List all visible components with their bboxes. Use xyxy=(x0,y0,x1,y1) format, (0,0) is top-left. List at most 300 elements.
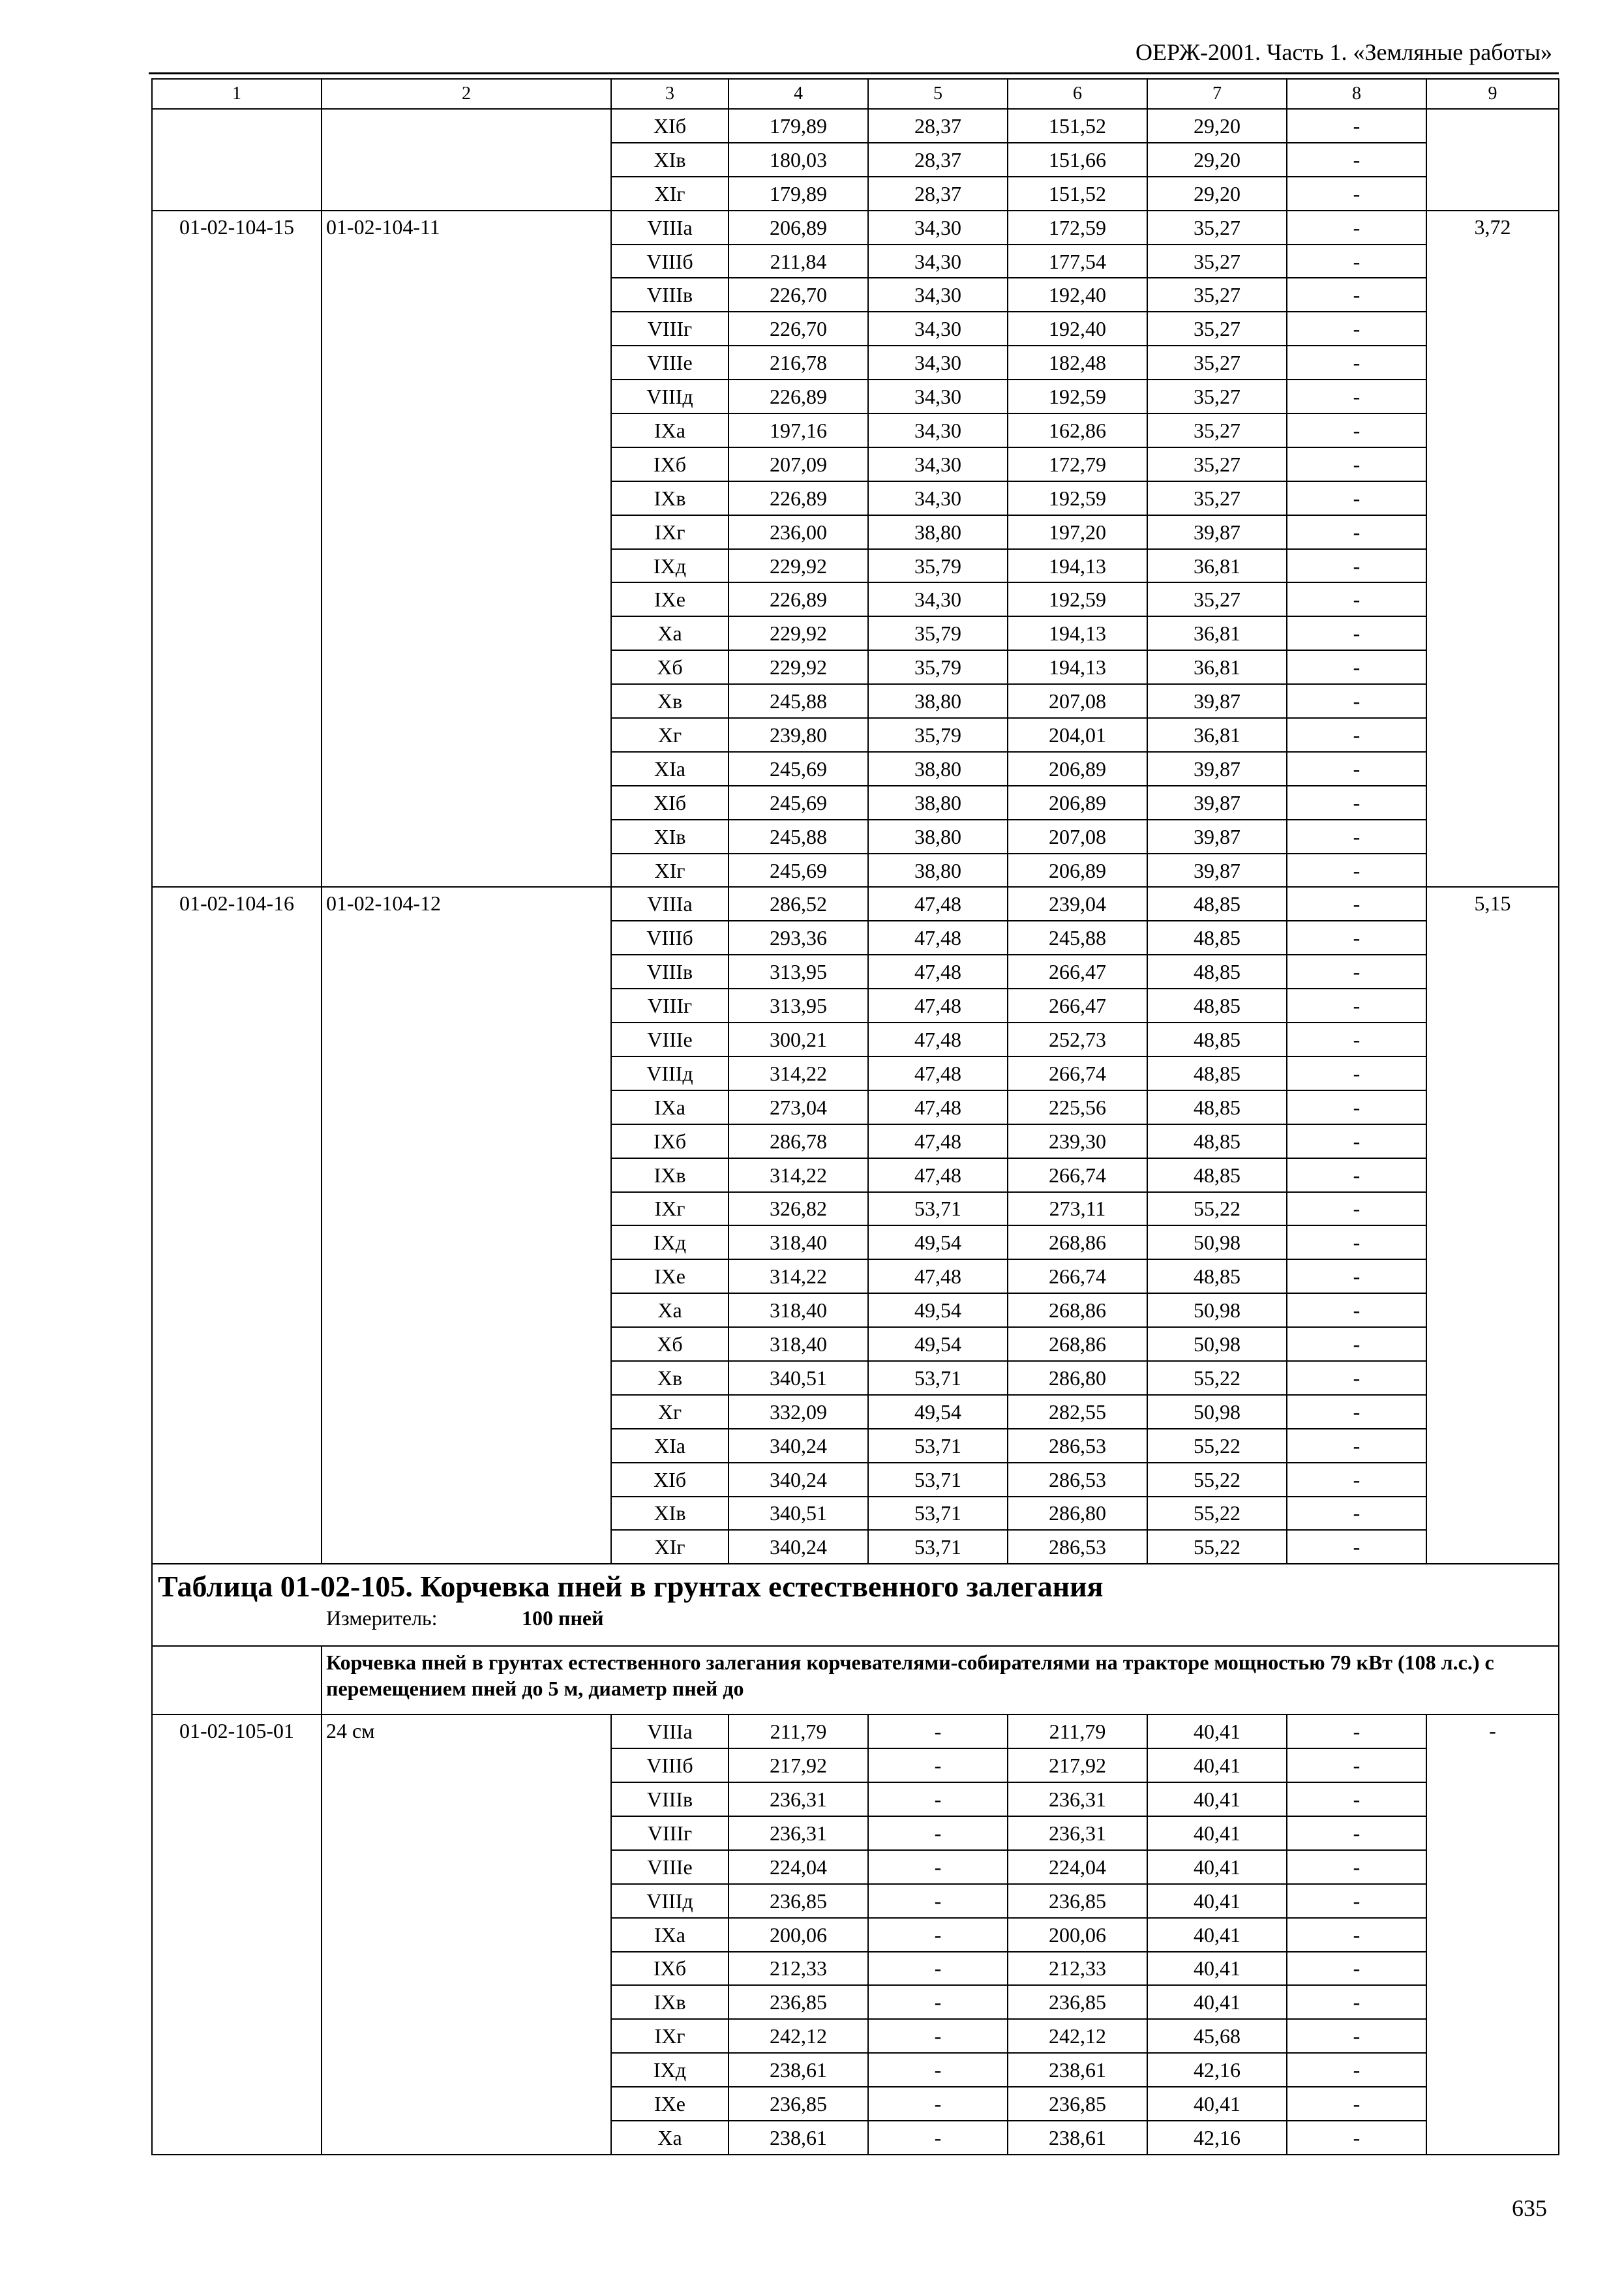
machinist-wages: 50,98 xyxy=(1147,1293,1287,1327)
machine-costs: 192,59 xyxy=(1008,380,1147,413)
machinist-wages: 40,41 xyxy=(1147,1952,1287,1986)
materials: - xyxy=(1287,2019,1426,2053)
column-number-row xyxy=(152,79,1559,109)
materials: - xyxy=(1287,820,1426,854)
materials: - xyxy=(1287,549,1426,583)
table-row xyxy=(152,211,1559,245)
materials: - xyxy=(1287,684,1426,718)
machinist-wages: 40,41 xyxy=(1147,1850,1287,1884)
direct-costs: 286,78 xyxy=(729,1124,868,1158)
machinist-wages: 48,85 xyxy=(1147,989,1287,1023)
machinist-wages: 48,85 xyxy=(1147,1158,1287,1192)
rate-name-cell xyxy=(322,109,611,211)
direct-costs: 340,24 xyxy=(729,1530,868,1564)
materials: - xyxy=(1287,413,1426,447)
machine-costs: 204,01 xyxy=(1008,718,1147,752)
materials: - xyxy=(1287,1056,1426,1090)
column-number: 1 xyxy=(152,79,322,109)
labor-wages: - xyxy=(868,2121,1008,2155)
machinist-wages: 55,22 xyxy=(1147,1192,1287,1226)
direct-costs: 313,95 xyxy=(729,955,868,989)
column-number: 9 xyxy=(1426,79,1559,109)
machinist-wages: 39,87 xyxy=(1147,854,1287,888)
direct-costs: 236,31 xyxy=(729,1816,868,1850)
direct-costs: 314,22 xyxy=(729,1259,868,1293)
soil-category: VIIIа xyxy=(611,211,729,245)
labor-wages: 47,48 xyxy=(868,1023,1008,1056)
soil-category: IXд xyxy=(611,549,729,583)
machine-costs: 268,86 xyxy=(1008,1225,1147,1259)
materials: - xyxy=(1287,786,1426,820)
direct-costs: 313,95 xyxy=(729,989,868,1023)
machinist-wages: 48,85 xyxy=(1147,1124,1287,1158)
direct-costs: 236,00 xyxy=(729,515,868,549)
machinist-wages: 55,22 xyxy=(1147,1361,1287,1395)
machinist-wages: 48,85 xyxy=(1147,1023,1287,1056)
table-title-cell xyxy=(152,1564,1559,1646)
soil-category: VIIIб xyxy=(611,921,729,955)
direct-costs: 245,69 xyxy=(729,786,868,820)
labor-wages: - xyxy=(868,1985,1008,2019)
soil-category: IXг xyxy=(611,515,729,549)
labor-wages: 34,30 xyxy=(868,380,1008,413)
soil-category: Xа xyxy=(611,616,729,650)
labor-wages: 53,71 xyxy=(868,1429,1008,1463)
machinist-wages: 40,41 xyxy=(1147,1816,1287,1850)
materials: - xyxy=(1287,1192,1426,1226)
machine-costs: 286,53 xyxy=(1008,1429,1147,1463)
machinist-wages: 50,98 xyxy=(1147,1395,1287,1429)
machinist-wages: 36,81 xyxy=(1147,616,1287,650)
materials: - xyxy=(1287,1918,1426,1952)
materials: - xyxy=(1287,1463,1426,1497)
rate-name: 01-02-104-11 xyxy=(322,211,611,888)
labor-wages: - xyxy=(868,2087,1008,2121)
machine-costs: 238,61 xyxy=(1008,2121,1147,2155)
labor-wages: 53,71 xyxy=(868,1361,1008,1395)
materials: - xyxy=(1287,481,1426,515)
machinist-wages: 40,41 xyxy=(1147,1918,1287,1952)
materials: - xyxy=(1287,1225,1426,1259)
column-number: 2 xyxy=(322,79,611,109)
machinist-wages: 35,27 xyxy=(1147,413,1287,447)
soil-category: IXг xyxy=(611,1192,729,1226)
machinist-wages: 35,27 xyxy=(1147,447,1287,481)
materials: - xyxy=(1287,380,1426,413)
soil-category: XIб xyxy=(611,1463,729,1497)
direct-costs: 332,09 xyxy=(729,1395,868,1429)
labor-wages: 53,71 xyxy=(868,1530,1008,1564)
soil-category: IXв xyxy=(611,1985,729,2019)
machinist-wages: 48,85 xyxy=(1147,921,1287,955)
direct-costs: 226,70 xyxy=(729,312,868,346)
labor-wages: - xyxy=(868,1952,1008,1986)
soil-category: VIIIе xyxy=(611,346,729,380)
labor-wages: 35,79 xyxy=(868,616,1008,650)
machinist-wages: 42,16 xyxy=(1147,2121,1287,2155)
machine-costs: 212,33 xyxy=(1008,1952,1147,1986)
table-description: Корчевка пней в грунтах естественного залегания корчевателями-собирателями на тракторе мощностью 79 кВт (108 л.с.) с перемещением пней до 5 м, диаметр пней до xyxy=(322,1646,1559,1714)
direct-costs: 326,82 xyxy=(729,1192,868,1226)
machine-costs: 151,52 xyxy=(1008,109,1147,143)
direct-costs: 300,21 xyxy=(729,1023,868,1056)
labor-wages: 47,48 xyxy=(868,1259,1008,1293)
direct-costs: 217,92 xyxy=(729,1748,868,1782)
materials: - xyxy=(1287,2087,1426,2121)
measure-label: Измеритель: xyxy=(326,1606,438,1630)
rate-name: 01-02-104-12 xyxy=(322,887,611,1564)
soil-category: VIIIа xyxy=(611,887,729,921)
direct-costs: 226,70 xyxy=(729,278,868,312)
column-number: 8 xyxy=(1287,79,1426,109)
materials: - xyxy=(1287,2121,1426,2155)
labor-wages: 35,79 xyxy=(868,650,1008,684)
machinist-wages: 40,41 xyxy=(1147,1985,1287,2019)
table-row xyxy=(152,109,1559,143)
machine-costs: 236,85 xyxy=(1008,1985,1147,2019)
machinist-wages: 29,20 xyxy=(1147,109,1287,143)
machinist-wages: 36,81 xyxy=(1147,718,1287,752)
direct-costs: 236,85 xyxy=(729,1884,868,1918)
machine-costs: 268,86 xyxy=(1008,1293,1147,1327)
direct-costs: 236,31 xyxy=(729,1782,868,1816)
direct-costs: 212,33 xyxy=(729,1952,868,1986)
labor-wages: - xyxy=(868,1816,1008,1850)
machine-costs: 151,52 xyxy=(1008,177,1147,211)
soil-category: Xб xyxy=(611,1327,729,1361)
materials: - xyxy=(1287,278,1426,312)
column-9-value: 5,15 xyxy=(1426,887,1559,1564)
materials: - xyxy=(1287,1429,1426,1463)
materials: - xyxy=(1287,109,1426,143)
direct-costs: 273,04 xyxy=(729,1090,868,1124)
machinist-wages: 35,27 xyxy=(1147,211,1287,245)
direct-costs: 314,22 xyxy=(729,1056,868,1090)
column-9-cell xyxy=(1426,109,1559,211)
machinist-wages: 35,27 xyxy=(1147,312,1287,346)
soil-category: VIIIд xyxy=(611,1056,729,1090)
machine-costs: 211,79 xyxy=(1008,1714,1147,1748)
soil-category: Xв xyxy=(611,684,729,718)
soil-category: VIIIг xyxy=(611,312,729,346)
soil-category: XIг xyxy=(611,854,729,888)
measure-value: 100 пней xyxy=(522,1606,604,1630)
machine-costs: 200,06 xyxy=(1008,1918,1147,1952)
machinist-wages: 39,87 xyxy=(1147,820,1287,854)
direct-costs: 318,40 xyxy=(729,1293,868,1327)
machine-costs: 151,66 xyxy=(1008,143,1147,177)
table-row xyxy=(152,887,1559,921)
labor-wages: - xyxy=(868,1850,1008,1884)
materials: - xyxy=(1287,1124,1426,1158)
machinist-wages: 39,87 xyxy=(1147,684,1287,718)
machine-costs: 172,79 xyxy=(1008,447,1147,481)
materials: - xyxy=(1287,1497,1426,1531)
materials: - xyxy=(1287,1395,1426,1429)
machine-costs: 225,56 xyxy=(1008,1090,1147,1124)
labor-wages: 28,37 xyxy=(868,177,1008,211)
soil-category: Xв xyxy=(611,1361,729,1395)
soil-category: IXа xyxy=(611,1918,729,1952)
machine-costs: 207,08 xyxy=(1008,684,1147,718)
direct-costs: 293,36 xyxy=(729,921,868,955)
soil-category: VIIIв xyxy=(611,955,729,989)
direct-costs: 238,61 xyxy=(729,2121,868,2155)
labor-wages: 49,54 xyxy=(868,1293,1008,1327)
machinist-wages: 39,87 xyxy=(1147,515,1287,549)
materials: - xyxy=(1287,1952,1426,1986)
soil-category: IXа xyxy=(611,413,729,447)
machinist-wages: 50,98 xyxy=(1147,1327,1287,1361)
machine-costs: 206,89 xyxy=(1008,854,1147,888)
soil-category: IXб xyxy=(611,1124,729,1158)
materials: - xyxy=(1287,1884,1426,1918)
machine-costs: 266,74 xyxy=(1008,1158,1147,1192)
soil-category: IXв xyxy=(611,481,729,515)
direct-costs: 216,78 xyxy=(729,346,868,380)
labor-wages: 34,30 xyxy=(868,278,1008,312)
labor-wages: - xyxy=(868,1782,1008,1816)
machine-costs: 206,89 xyxy=(1008,752,1147,786)
column-number: 5 xyxy=(868,79,1008,109)
labor-wages: 49,54 xyxy=(868,1225,1008,1259)
column-number: 7 xyxy=(1147,79,1287,109)
labor-wages: 38,80 xyxy=(868,820,1008,854)
table-title-row xyxy=(152,1564,1559,1646)
direct-costs: 179,89 xyxy=(729,109,868,143)
labor-wages: 49,54 xyxy=(868,1327,1008,1361)
materials: - xyxy=(1287,955,1426,989)
direct-costs: 238,61 xyxy=(729,2053,868,2087)
materials: - xyxy=(1287,989,1426,1023)
materials: - xyxy=(1287,1714,1426,1748)
machine-costs: 192,40 xyxy=(1008,312,1147,346)
column-number: 6 xyxy=(1008,79,1147,109)
labor-wages: 34,30 xyxy=(868,413,1008,447)
machine-costs: 194,13 xyxy=(1008,650,1147,684)
column-9-value: - xyxy=(1426,1714,1559,2155)
labor-wages: 34,30 xyxy=(868,211,1008,245)
labor-wages: 28,37 xyxy=(868,109,1008,143)
labor-wages: 49,54 xyxy=(868,1395,1008,1429)
materials: - xyxy=(1287,1293,1426,1327)
direct-costs: 245,69 xyxy=(729,752,868,786)
materials: - xyxy=(1287,582,1426,616)
direct-costs: 318,40 xyxy=(729,1327,868,1361)
machine-costs: 242,12 xyxy=(1008,2019,1147,2053)
machinist-wages: 48,85 xyxy=(1147,887,1287,921)
machinist-wages: 42,16 xyxy=(1147,2053,1287,2087)
soil-category: XIб xyxy=(611,786,729,820)
table-row xyxy=(152,1714,1559,1748)
machinist-wages: 35,27 xyxy=(1147,380,1287,413)
machine-costs: 236,31 xyxy=(1008,1782,1147,1816)
labor-wages: 34,30 xyxy=(868,245,1008,278)
materials: - xyxy=(1287,447,1426,481)
soil-category: IXе xyxy=(611,1259,729,1293)
direct-costs: 340,51 xyxy=(729,1497,868,1531)
machinist-wages: 35,27 xyxy=(1147,245,1287,278)
machine-costs: 266,74 xyxy=(1008,1056,1147,1090)
machine-costs: 182,48 xyxy=(1008,346,1147,380)
labor-wages: 47,48 xyxy=(868,989,1008,1023)
machinist-wages: 48,85 xyxy=(1147,1056,1287,1090)
soil-category: Xб xyxy=(611,650,729,684)
machinist-wages: 36,81 xyxy=(1147,650,1287,684)
direct-costs: 318,40 xyxy=(729,1225,868,1259)
soil-category: IXб xyxy=(611,1952,729,1986)
materials: - xyxy=(1287,312,1426,346)
table-title: Таблица 01-02-105. Корчевка пней в грунтах естественного залегания xyxy=(158,1570,1104,1604)
rate-code: 01-02-105-01 xyxy=(152,1714,322,2155)
soil-category: XIб xyxy=(611,109,729,143)
soil-category: VIIIа xyxy=(611,1714,729,1748)
machinist-wages: 55,22 xyxy=(1147,1497,1287,1531)
column-number: 3 xyxy=(611,79,729,109)
soil-category: VIIIв xyxy=(611,278,729,312)
labor-wages: 47,48 xyxy=(868,1056,1008,1090)
running-header: ОЕРЖ-2001. Часть 1. «Земляные работы» xyxy=(1135,39,1552,65)
labor-wages: - xyxy=(868,1884,1008,1918)
machine-costs: 194,13 xyxy=(1008,616,1147,650)
direct-costs: 197,16 xyxy=(729,413,868,447)
soil-category: IXг xyxy=(611,2019,729,2053)
materials: - xyxy=(1287,2053,1426,2087)
direct-costs: 245,88 xyxy=(729,684,868,718)
machine-costs: 177,54 xyxy=(1008,245,1147,278)
soil-category: XIв xyxy=(611,1497,729,1531)
materials: - xyxy=(1287,245,1426,278)
machine-costs: 224,04 xyxy=(1008,1850,1147,1884)
soil-category: IXе xyxy=(611,2087,729,2121)
machine-costs: 282,55 xyxy=(1008,1395,1147,1429)
materials: - xyxy=(1287,211,1426,245)
labor-wages: - xyxy=(868,1748,1008,1782)
direct-costs: 286,52 xyxy=(729,887,868,921)
direct-costs: 211,84 xyxy=(729,245,868,278)
labor-wages: - xyxy=(868,2053,1008,2087)
machine-costs: 206,89 xyxy=(1008,786,1147,820)
direct-costs: 229,92 xyxy=(729,549,868,583)
soil-category: VIIIд xyxy=(611,380,729,413)
machinist-wages: 40,41 xyxy=(1147,2087,1287,2121)
labor-wages: 38,80 xyxy=(868,752,1008,786)
column-9-value: 3,72 xyxy=(1426,211,1559,888)
labor-wages: 53,71 xyxy=(868,1192,1008,1226)
machine-costs: 192,59 xyxy=(1008,481,1147,515)
soil-category: Xа xyxy=(611,1293,729,1327)
column-number: 4 xyxy=(729,79,868,109)
soil-category: XIг xyxy=(611,177,729,211)
direct-costs: 340,24 xyxy=(729,1463,868,1497)
labor-wages: 35,79 xyxy=(868,718,1008,752)
labor-wages: 47,48 xyxy=(868,1158,1008,1192)
machinist-wages: 48,85 xyxy=(1147,1259,1287,1293)
machine-costs: 238,61 xyxy=(1008,2053,1147,2087)
soil-category: XIв xyxy=(611,143,729,177)
direct-costs: 340,51 xyxy=(729,1361,868,1395)
labor-wages: 47,48 xyxy=(868,1124,1008,1158)
machinist-wages: 39,87 xyxy=(1147,786,1287,820)
description-spacer xyxy=(152,1646,322,1714)
machinist-wages: 55,22 xyxy=(1147,1530,1287,1564)
direct-costs: 245,69 xyxy=(729,854,868,888)
soil-category: IXб xyxy=(611,447,729,481)
machine-costs: 245,88 xyxy=(1008,921,1147,955)
soil-category: IXе xyxy=(611,582,729,616)
machine-costs: 192,40 xyxy=(1008,278,1147,312)
materials: - xyxy=(1287,1782,1426,1816)
labor-wages: 38,80 xyxy=(868,854,1008,888)
header-rule xyxy=(149,72,1559,74)
labor-wages: 38,80 xyxy=(868,515,1008,549)
direct-costs: 340,24 xyxy=(729,1429,868,1463)
direct-costs: 229,92 xyxy=(729,650,868,684)
machine-costs: 286,80 xyxy=(1008,1497,1147,1531)
materials: - xyxy=(1287,650,1426,684)
machinist-wages: 40,41 xyxy=(1147,1748,1287,1782)
soil-category: XIв xyxy=(611,820,729,854)
materials: - xyxy=(1287,177,1426,211)
labor-wages: 38,80 xyxy=(868,786,1008,820)
soil-category: Xг xyxy=(611,1395,729,1429)
labor-wages: 47,48 xyxy=(868,1090,1008,1124)
machine-costs: 172,59 xyxy=(1008,211,1147,245)
machine-costs: 266,74 xyxy=(1008,1259,1147,1293)
machinist-wages: 45,68 xyxy=(1147,2019,1287,2053)
direct-costs: 180,03 xyxy=(729,143,868,177)
rate-name: 24 см xyxy=(322,1714,611,2155)
machinist-wages: 48,85 xyxy=(1147,1090,1287,1124)
machinist-wages: 48,85 xyxy=(1147,955,1287,989)
soil-category: VIIIд xyxy=(611,1884,729,1918)
machine-costs: 239,30 xyxy=(1008,1124,1147,1158)
machine-costs: 217,92 xyxy=(1008,1748,1147,1782)
labor-wages: 38,80 xyxy=(868,684,1008,718)
materials: - xyxy=(1287,1327,1426,1361)
rate-code: 01-02-104-16 xyxy=(152,887,322,1564)
soil-category: IXд xyxy=(611,2053,729,2087)
machinist-wages: 35,27 xyxy=(1147,481,1287,515)
labor-wages: 47,48 xyxy=(868,955,1008,989)
soil-category: VIIIе xyxy=(611,1023,729,1056)
soil-category: VIIIб xyxy=(611,245,729,278)
machinist-wages: 40,41 xyxy=(1147,1714,1287,1748)
machine-costs: 266,47 xyxy=(1008,989,1147,1023)
materials: - xyxy=(1287,616,1426,650)
materials: - xyxy=(1287,1158,1426,1192)
machinist-wages: 35,27 xyxy=(1147,278,1287,312)
labor-wages: 34,30 xyxy=(868,447,1008,481)
soil-category: VIIIв xyxy=(611,1782,729,1816)
machine-costs: 239,04 xyxy=(1008,887,1147,921)
direct-costs: 236,85 xyxy=(729,2087,868,2121)
soil-category: Xа xyxy=(611,2121,729,2155)
materials: - xyxy=(1287,887,1426,921)
machine-costs: 286,80 xyxy=(1008,1361,1147,1395)
machine-costs: 236,31 xyxy=(1008,1816,1147,1850)
rate-code-cell xyxy=(152,109,322,211)
soil-category: VIIIг xyxy=(611,1816,729,1850)
table-description-row xyxy=(152,1646,1559,1714)
machine-costs: 162,86 xyxy=(1008,413,1147,447)
labor-wages: 28,37 xyxy=(868,143,1008,177)
machinist-wages: 36,81 xyxy=(1147,549,1287,583)
machine-costs: 268,86 xyxy=(1008,1327,1147,1361)
materials: - xyxy=(1287,854,1426,888)
machine-costs: 194,13 xyxy=(1008,549,1147,583)
page-number: 635 xyxy=(1512,2195,1547,2221)
